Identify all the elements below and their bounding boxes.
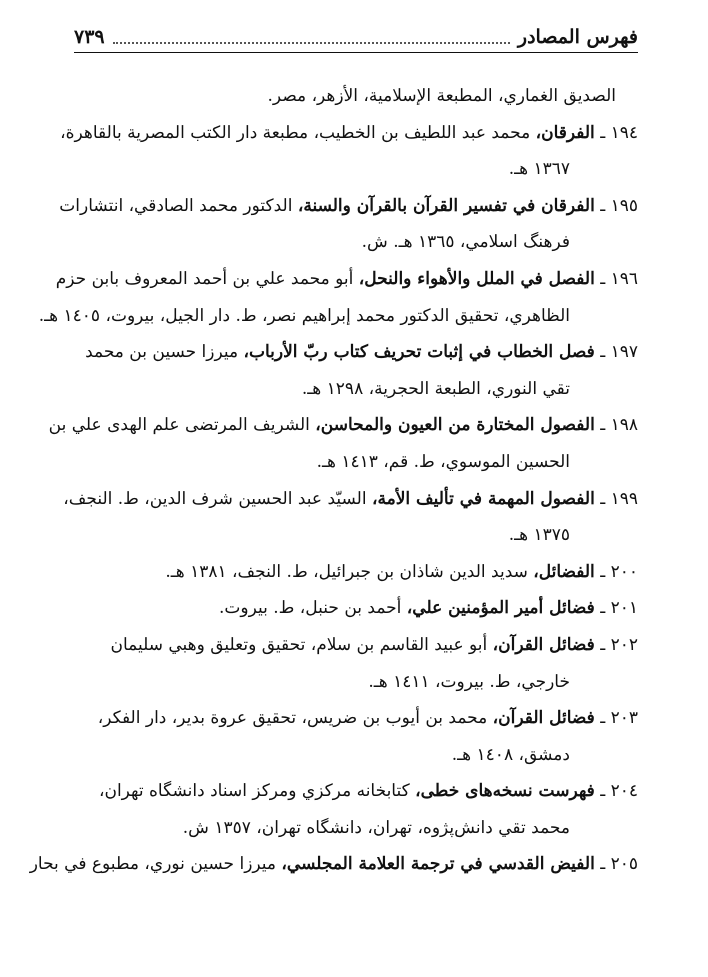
entry-details: أبو عبيد القاسم بن سلام، تحقيق وتعليق وهبي سليمان (110, 634, 488, 655)
entry-number: ٢٠١ (610, 598, 638, 619)
entry-continuation: فرهنگ اسلامي، ١٣٦٥ هـ. ش. (361, 232, 570, 253)
entry-number: ١٩٩ (610, 488, 638, 509)
entry-details: السيّد عبد الحسين شرف الدين، ط. النجف، (63, 488, 367, 509)
entry-title: فضائل أمير المؤمنين علي، (406, 598, 595, 619)
entry-title: الفصل في الملل والأهواء والنحل، (358, 268, 595, 289)
bibliography-entry: ٢٠٢ ـ فضائل القرآن، أبو عبيد القاسم بن سلام، تحقيق وتعليق وهبي سليمان (110, 634, 638, 655)
entry-number: ١٩٤ (610, 122, 638, 143)
header-dot-leader (113, 42, 510, 44)
entry-details: ميرزا حسين بن محمد (85, 342, 239, 363)
entry-title: فضائل القرآن، (492, 634, 595, 655)
entry-continuation: ١٣٧٥ هـ. (508, 525, 570, 546)
bibliography-entry: ٢٠٥ ـ الفيض القدسي في ترجمة العلامة المجلسي، ميرزا حسين نوري، مطبوع في بحار (29, 854, 638, 875)
entry-title: الفرقان في تفسير القرآن بالقرآن والسنة، (297, 195, 595, 216)
bibliography-entry: ١٩٨ ـ الفصول المختارة من العيون والمحاسن، الشريف المرتضى علم الهدى علي بن (48, 415, 638, 436)
entry-continuation: الحسين الموسوي، ط. قم، ١٤١٣ هـ. (316, 451, 570, 472)
entry-details: أبو محمد علي بن أحمد المعروف بابن حزم (55, 268, 354, 289)
entry-continuation: ١٣٦٧ هـ. (508, 159, 570, 180)
entry-details: كتابخانه مركزي ومركز اسناد دانشگاه تهران، (98, 781, 410, 802)
entry-details: محمد عبد اللطيف بن الخطيب، مطبعة دار الكتب المصرية بالقاهرة، (60, 122, 531, 143)
entry-number: ١٩٦ (610, 268, 638, 289)
entry-details: الشريف المرتضى علم الهدى علي بن (48, 415, 310, 436)
entry-details: محمد بن أيوب بن ضريس، تحقيق عروة بدير، دار الفكر، (97, 708, 488, 729)
entry-title: فهرست نسخه‌هاى خطى، (415, 781, 595, 802)
bibliography-entry: ١٩٥ ـ الفرقان في تفسير القرآن بالقرآن والسنة، الدكتور محمد الصادقي، انتشارات (59, 195, 638, 216)
entry-title: فصل الخطاب في إثبات تحريف كتاب ربّ الأرباب، (243, 342, 595, 363)
bibliography-entry: ١٩٧ ـ فصل الخطاب في إثبات تحريف كتاب ربّ الأرباب، ميرزا حسين بن محمد (85, 342, 638, 363)
entry-details: الدكتور محمد الصادقي، انتشارات (59, 195, 293, 216)
entry-continuation: محمد تقي دانش‌پژوه، تهران، دانشگاه تهران، ١٣٥٧ ش. (182, 817, 570, 838)
bibliography-entry: ١٩٩ ـ الفصول المهمة في تأليف الأمة، السيّد عبد الحسين شرف الدين، ط. النجف، (63, 488, 638, 509)
entry-title: الفصول المختارة من العيون والمحاسن، (315, 415, 595, 436)
bibliography-entry: ١٩٦ ـ الفصل في الملل والأهواء والنحل، أبو محمد علي بن أحمد المعروف بابن حزم (55, 268, 638, 289)
entry-continuation: خارجي، ط. بيروت، ١٤١١ هـ. (368, 671, 570, 692)
entry-title: الفضائل، (533, 561, 595, 582)
entry-details: أحمد بن حنبل، ط. بيروت. (219, 598, 402, 619)
entry-number: ٢٠٥ (610, 854, 638, 875)
bibliography-entry: ٢٠٠ ـ الفضائل، سديد الدين شاذان بن جبرائيل، ط. النجف، ١٣٨١ هـ. (165, 561, 638, 582)
bibliography-entry: ١٩٤ ـ الفرقان، محمد عبد اللطيف بن الخطيب، مطبعة دار الكتب المصرية بالقاهرة، (60, 122, 638, 143)
continuation-line: الصديق الغماري، المطبعة الإسلامية، الأزهر، مصر. (267, 86, 616, 106)
bibliography-entry: ٢٠٤ ـ فهرست نسخه‌هاى خطى، كتابخانه مركزي ومركز اسناد دانشگاه تهران، (98, 781, 638, 802)
entry-details: سديد الدين شاذان بن جبرائيل، ط. النجف، ١٣٨١ هـ. (165, 561, 528, 582)
header-title: فهرس المصادر (517, 26, 638, 48)
entry-title: الفرقان، (535, 122, 595, 143)
entry-title: الفيض القدسي في ترجمة العلامة المجلسي، (281, 854, 595, 875)
entry-title: فضائل القرآن، (492, 708, 595, 729)
entry-continuation: تقي النوري، الطبعة الحجرية، ١٢٩٨ هـ. (301, 378, 570, 399)
entry-details: ميرزا حسين نوري، مطبوع في بحار (29, 854, 277, 875)
running-header (74, 22, 638, 53)
page-number: ٧٣٩ (74, 26, 105, 48)
entry-number: ١٩٥ (610, 195, 638, 216)
entry-title: الفصول المهمة في تأليف الأمة، (371, 488, 595, 509)
bibliography-entry: ٢٠٣ ـ فضائل القرآن، محمد بن أيوب بن ضريس، تحقيق عروة بدير، دار الفكر، (97, 708, 638, 729)
entry-number: ٢٠٤ (610, 781, 638, 802)
entry-continuation: الظاهري، تحقيق الدكتور محمد إبراهيم نصر، ط. دار الجيل، بيروت، ١٤٠٥ هـ. (38, 305, 570, 326)
bibliography-entry: ٢٠١ ـ فضائل أمير المؤمنين علي، أحمد بن حنبل، ط. بيروت. (219, 598, 638, 619)
entry-number: ١٩٨ (610, 415, 638, 436)
entry-number: ٢٠٢ (610, 634, 638, 655)
entry-number: ٢٠٠ (610, 561, 638, 582)
entry-number: ١٩٧ (610, 342, 638, 363)
entry-continuation: دمشق، ١٤٠٨ هـ. (451, 744, 570, 765)
entry-number: ٢٠٣ (610, 708, 638, 729)
bibliography-list (29, 78, 638, 883)
